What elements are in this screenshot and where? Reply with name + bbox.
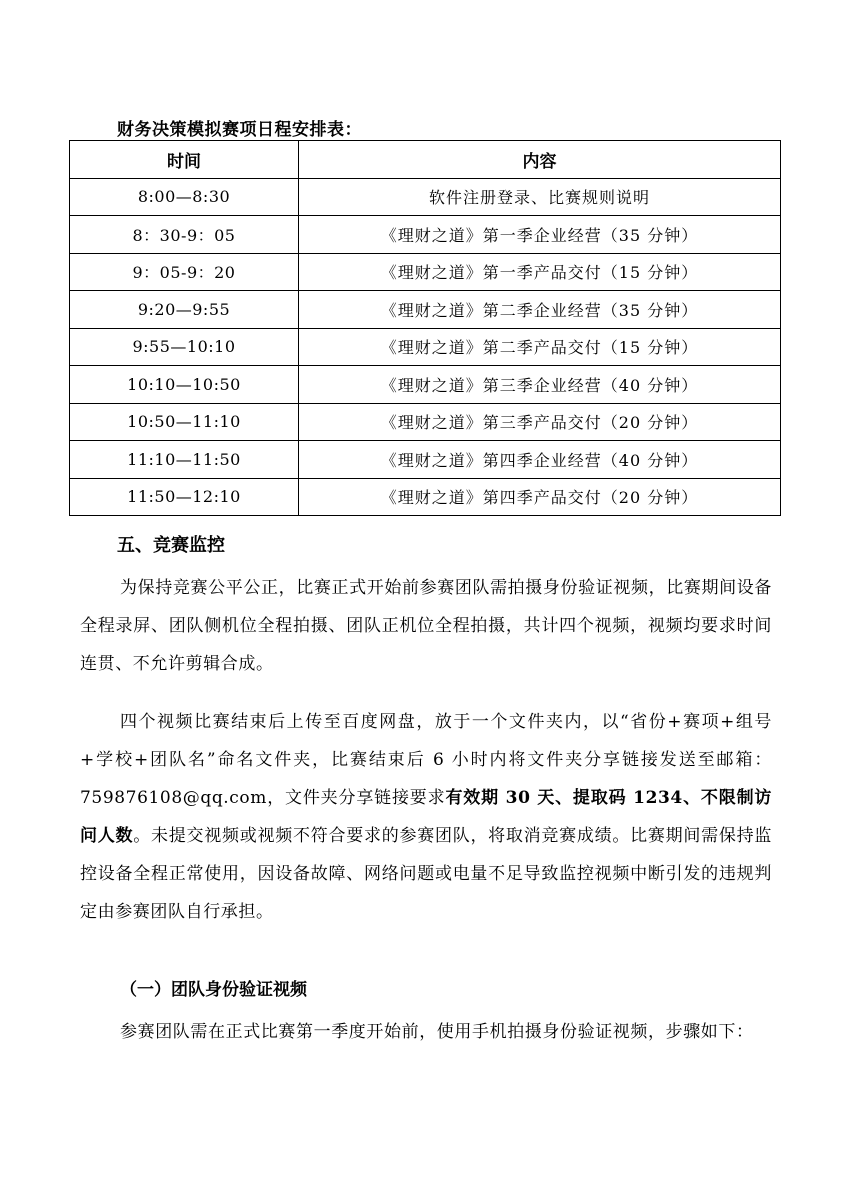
paragraph-upload <box>80 703 772 931</box>
time-cell: 9：05-9：20 <box>70 253 299 291</box>
paragraph-text: 。未提交视频或视频不符合要求的参赛团队，将取消竞赛成绩。比赛期间需保持监控设备全程正常使用，因设备故障、网络问题或电量不足导致监控视频中断引发的违规判定由参赛团队自行承担。 <box>80 826 772 922</box>
table-header-row <box>70 141 781 179</box>
schedule-table <box>69 140 781 516</box>
table-row <box>70 328 781 366</box>
time-cell: 11:10—11:50 <box>70 441 299 479</box>
paragraph-text: 四个视频比赛结束后上传至百度网盘，放于一个文件夹内，以“省份+赛项+组号+学校+团队名”命名文件夹，比赛结束后 6 小时内将文件夹分享链接发送至邮箱：759876108@qq.com，文件夹分享链接要求 <box>80 712 772 808</box>
paragraph-identity-video: 参赛团队需在正式比赛第一季度开始前，使用手机拍摄身份验证视频，步骤如下： <box>120 1022 754 1042</box>
header-content: 内容 <box>299 141 781 179</box>
content-cell: 软件注册登录、比赛规则说明 <box>299 178 781 216</box>
table-row <box>70 403 781 441</box>
table-row <box>70 478 781 516</box>
table-row <box>70 178 781 216</box>
section-heading: 五、竞赛监控 <box>117 535 225 556</box>
content-cell: 《理财之道》第三季产品交付（20 分钟） <box>299 403 781 441</box>
time-cell: 10:10—10:50 <box>70 366 299 404</box>
content-cell: 《理财之道》第四季产品交付（20 分钟） <box>299 478 781 516</box>
paragraph-monitoring: 为保持竞赛公平公正，比赛正式开始前参赛团队需拍摄身份验证视频，比赛期间设备全程录屏、团队侧机位全程拍摄、团队正机位全程拍摄，共计四个视频，视频均要求时间连贯、不允许剪辑合成。 <box>80 578 772 674</box>
header-time: 时间 <box>70 141 299 179</box>
time-cell: 10:50—11:10 <box>70 403 299 441</box>
content-cell: 《理财之道》第二季产品交付（15 分钟） <box>299 328 781 366</box>
content-cell: 《理财之道》第四季企业经营（40 分钟） <box>299 441 781 479</box>
content-cell: 《理财之道》第一季产品交付（15 分钟） <box>299 253 781 291</box>
table-row <box>70 216 781 254</box>
paragraph-emphasis: 有效期 30 天、提取码 1234、不限制访问人数 <box>80 788 772 846</box>
content-cell: 《理财之道》第一季企业经营（35 分钟） <box>299 216 781 254</box>
content-cell: 《理财之道》第三季企业经营（40 分钟） <box>299 366 781 404</box>
time-cell: 8：30-9：05 <box>70 216 299 254</box>
table-caption: 财务决策模拟赛项日程安排表： <box>117 120 362 140</box>
subsection-heading: （一）团队身份验证视频 <box>120 980 307 1000</box>
time-cell: 11:50—12:10 <box>70 478 299 516</box>
time-cell: 9:55—10:10 <box>70 328 299 366</box>
table-row <box>70 366 781 404</box>
time-cell: 8:00—8:30 <box>70 178 299 216</box>
table-row <box>70 291 781 329</box>
content-cell: 《理财之道》第二季企业经营（35 分钟） <box>299 291 781 329</box>
time-cell: 9:20—9:55 <box>70 291 299 329</box>
table-row <box>70 441 781 479</box>
table-row <box>70 253 781 291</box>
